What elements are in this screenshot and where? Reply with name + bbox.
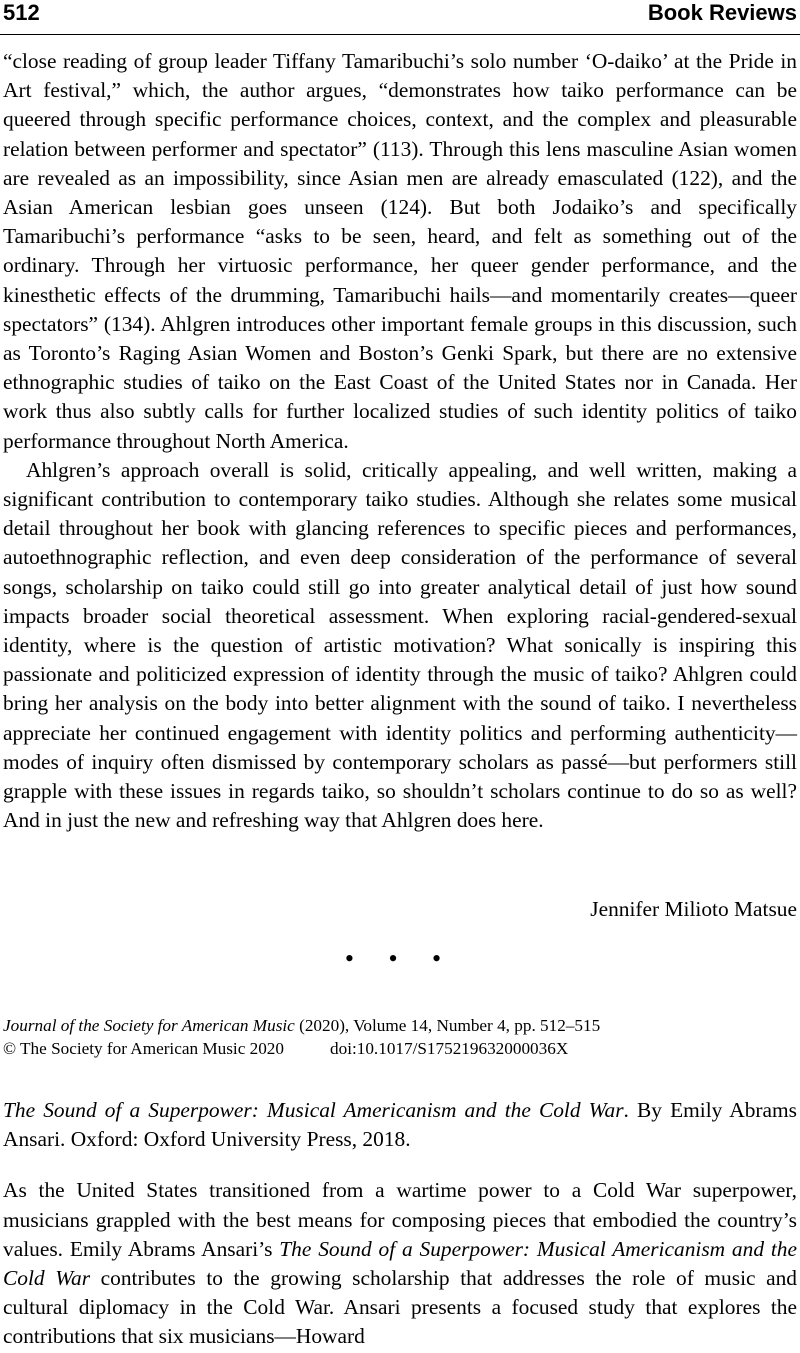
running-header: [0, 0, 800, 35]
review-body: [3, 47, 797, 835]
copyright: © The Society for American Music 2020: [3, 1039, 284, 1058]
book-citation: [3, 1096, 797, 1154]
journal-details: (2020), Volume 14, Number 4, pp. 512–515: [294, 1016, 601, 1035]
copyright-line: [3, 1037, 793, 1060]
review-2-paragraph-1: [3, 1176, 797, 1351]
reviewer-signature: Jennifer Milioto Matsue: [590, 897, 797, 921]
section-separator: • • •: [344, 944, 456, 973]
book-info: . By Emily Abrams Ansari. Oxford: Oxford University Press, 2018.: [3, 1098, 797, 1152]
journal-name: Journal of the Society for American Music: [3, 1016, 295, 1035]
publication-info: [3, 1014, 793, 1060]
book-title: The Sound of a Superpower: Musical Americanism and the Cold War: [3, 1098, 624, 1122]
doi-link[interactable]: doi:10.1017/S175219632000036X: [330, 1039, 569, 1058]
journal-citation: [3, 1014, 793, 1037]
page-number: 512: [3, 0, 40, 25]
review-2-inline-title: The Sound of a Superpower: Musical Americanism and the Cold War: [3, 1236, 797, 1291]
review-2-text-end: contributes to the growing scholarship that addresses the role of music and cultural diplomacy in the Cold War. Ansari presents a focused study that explores the contributions that six musicians—Howard: [3, 1266, 797, 1349]
review-2-text-start: As the United States transitioned from a wartime power to a Cold War superpower, musicians grappled with the best means for composing pieces that embodied the country’s values. Emily Abrams Ansari’s: [3, 1178, 797, 1261]
running-title: Book Reviews: [647, 0, 797, 25]
review-paragraph-1: “close reading of group leader Tiffany Tamaribuchi’s solo number ‘O-daiko’ at the Pride in Art festival,” which, the author argues, “demonstrates how taiko performance can be queered through specific performance choices, context, and the complex and pleasurable relation between performer and spectator” (113). Through this lens masculine Asian women are revealed as an impossibility, since Asian men are already emasculated (122), and the Asian American lesbian goes unseen (124). But both Jodaiko’s and specifically Tamaribuchi’s performance “asks to be seen, heard, and felt as something out of the ordinary. Through her virtuosic performance, her queer gender performance, and the kinesthetic effects of the drumming, Tamaribuchi hails—and momentarily creates—queer spectators” (134). Ahlgren introduces other important female groups in this discussion, such as Toronto’s Raging Asian Women and Boston’s Genki Spark, but there are no extensive ethnographic studies of taiko on the East Coast of the United States nor in Canada. Her work thus also subtly calls for further localized studies of such identity politics of taiko performance throughout North America.: [3, 49, 797, 453]
review-paragraph-2: Ahlgren’s approach overall is solid, critically appealing, and well written, making a significant contribution to contemporary taiko studies. Although she relates some musical detail throughout her book with glancing references to specific pieces and performances, autoethnographic reflection, and even deep consideration of the performance of several songs, scholarship on taiko could still go into greater analytical detail of just how sound impacts broader social theoretical assessment. When exploring racial-gendered-sexual identity, where is the question of artistic motivation? What sonically is inspiring this passionate and politicized expression of identity through the music of taiko? Ahlgren could bring her analysis on the body into better alignment with the sound of taiko. I nevertheless appreciate her continued engagement with identity politics and performing authenticity—modes of inquiry often dismissed by contemporary scholars as passé—but performers still grapple with these issues in regards taiko, so shouldn’t scholars continue to do so as well? And in just the new and refreshing way that Ahlgren does here.: [3, 457, 797, 833]
reviewed-book-citation: [3, 1096, 797, 1352]
